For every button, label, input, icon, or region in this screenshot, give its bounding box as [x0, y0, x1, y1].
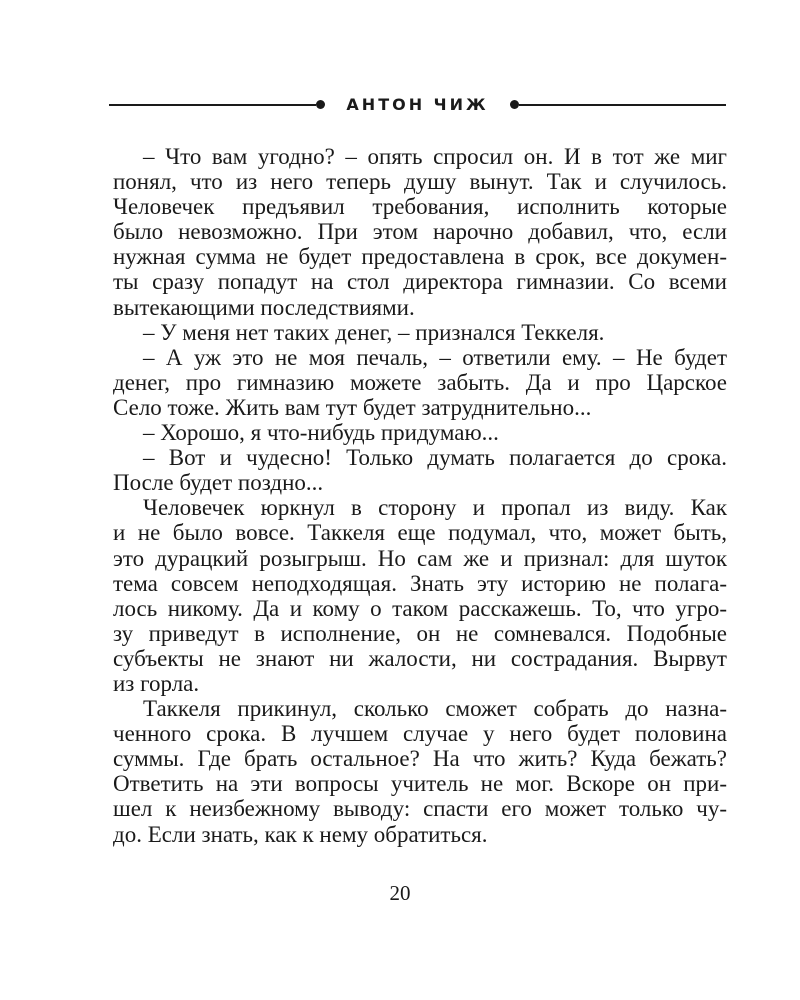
- author-name: АНТОН ЧИЖ: [346, 95, 489, 114]
- text-line: – Что вам угодно? – опять спросил он. И в тот же миг: [143, 144, 727, 169]
- text-line: это дурацкий розыгрыш. Но сам же и признал: для шуток: [113, 545, 727, 571]
- header-bullet-right: [510, 100, 519, 109]
- text-line: лось никому. Да и кому о таком расскажешь. То, что угро-: [113, 595, 727, 621]
- text-line: ты сразу попадут на стол директора гимназии. Со всеми: [113, 269, 727, 295]
- text-line: шел к неизбежному выводу: спасти его может только чу-: [113, 796, 727, 822]
- text-line: – А уж это не моя печаль, – ответили ему. – Не будет: [143, 344, 727, 370]
- page-number: 20: [389, 881, 411, 905]
- text-line: вытекающими последствиями.: [113, 294, 415, 320]
- text-line: Таккеля прикинул, сколько сможет собрать до назна-: [143, 696, 727, 722]
- text-line: зу приведут в исполнение, он не сомневался. Подобные: [113, 620, 727, 646]
- text-line: Ответить на эти вопросы учитель не мог. Вскоре он при-: [113, 771, 727, 797]
- text-line: субъекты не знают ни жалости, ни сострадания. Вырвут: [113, 645, 727, 671]
- text-line: Человечек предъявил требования, исполнить которые: [113, 194, 727, 220]
- text-line: было невозможно. При этом нарочно добавил, что, если: [113, 219, 727, 245]
- body-text: [113, 144, 727, 847]
- text-line: Село тоже. Жить вам тут будет затруднительно...: [113, 394, 592, 420]
- text-line: нужная сумма не будет предоставлена в срок, все докумен-: [113, 244, 727, 270]
- text-line: – Вот и чудесно! Только думать полагается до срока.: [143, 445, 727, 471]
- text-line: – Хорошо, я что-нибудь придумаю...: [143, 420, 499, 446]
- text-line: ченного срока. В лучшем случае у него будет половина: [113, 721, 727, 747]
- header-rule-left: [109, 104, 316, 106]
- text-line: После будет поздно...: [113, 470, 324, 496]
- text-line: – У меня нет таких денег, – признался Теккеля.: [143, 319, 605, 345]
- text-line: до. Если знать, как к нему обратиться.: [113, 821, 488, 847]
- text-line: из горла.: [113, 670, 200, 696]
- text-line: денег, про гимназию можете забыть. Да и про Царское: [113, 369, 727, 395]
- text-line: понял, что из него теперь душу вынут. Так и случилось.: [113, 169, 727, 195]
- text-line: Человечек юркнул в сторону и пропал из виду. Как: [143, 495, 727, 521]
- text-line: тема совсем неподходящая. Знать эту историю не полага-: [113, 570, 727, 596]
- text-line: и не было вовсе. Таккеля еще подумал, что, может быть,: [113, 520, 727, 546]
- header-bullet-left: [316, 100, 325, 109]
- text-line: суммы. Где брать остальное? На что жить? Куда бежать?: [113, 746, 727, 772]
- header-rule-right: [519, 104, 726, 106]
- running-header: [109, 93, 726, 117]
